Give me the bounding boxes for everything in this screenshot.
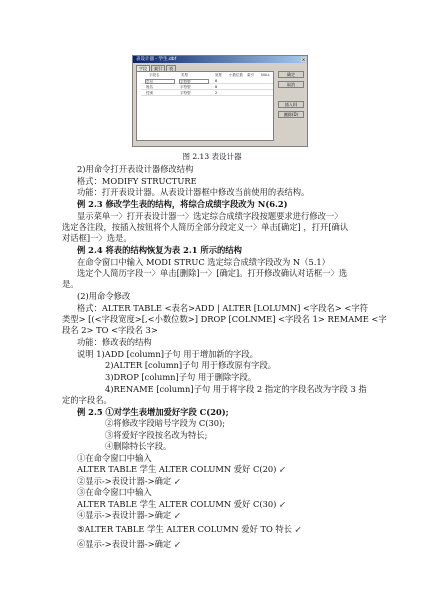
- delete-button: 删除(D): [278, 111, 304, 118]
- format-line: 段名 2> TO <字段名 3>: [62, 325, 158, 335]
- task-line: ②将修改字段暗号字段为 C(30);: [105, 418, 226, 428]
- paragraph-line: 选定个人简历字段一〉单击[删除]一〉[确定]。打开修改确认对话框一〉选: [77, 268, 348, 278]
- code-line: ALTER TABLE 学生 ALTER COLUMN 爱好 C(20) ↙: [77, 464, 286, 474]
- dialog-title: 表设计器 - 学生.dbf: [136, 57, 177, 62]
- paragraph-line: 在命令窗口中输入 MODI STRUC 选定综合成绩字段改为 N（5.1）: [77, 257, 330, 267]
- field-row: [141, 79, 273, 84]
- field-width: 8: [215, 85, 218, 89]
- format-line: 类型> [(<字段宽度>[,<小数位数>] DROP [COLNME] <字段名 1> REMAME <字: [62, 314, 387, 324]
- note-line: 2)ALTER [column]子句 用于修改原有字段。: [105, 360, 277, 370]
- note-line: 4)RENAME [column]子句 用于将字段 2 指定的字段名改为字段 3 指: [105, 384, 367, 394]
- paragraph-line: 显示菜单一〉打开表设计器一〉选定综合成绩字段按题要求进行修改一〉: [77, 211, 343, 221]
- subheading: (2)用命令修改: [77, 291, 131, 301]
- field-row: [141, 91, 273, 96]
- step-line: ②显示->表设计器->确定 ↙: [77, 476, 181, 486]
- function-line: 功能：修改表的结构: [77, 337, 152, 347]
- header-width: 宽度: [215, 73, 222, 77]
- paragraph-line: 选定各注段，按插入按钮将个人简历全部分段定义一〉单击[确定] ，打开[确认: [62, 222, 349, 232]
- header-type: 类型: [181, 73, 188, 77]
- format-line: 格式：ALTER TABLE <表名>ADD | ALTER [LOLUMN] <字段名> <字符: [77, 303, 368, 313]
- insert-button: 插入(I): [278, 101, 304, 108]
- step-line: ⑥显示->表设计器->确定 ↙: [77, 539, 181, 549]
- cancel-button: 取消: [278, 81, 304, 88]
- note-line: 定的字段名。: [62, 395, 112, 405]
- tab-indexes: 索引: [151, 65, 165, 71]
- field-width: 2: [215, 91, 218, 95]
- field-width: 8: [215, 79, 218, 83]
- field-type: 字符型: [180, 91, 191, 95]
- step-line: ①在命令窗口中输入: [77, 453, 152, 463]
- header-name: 字段名: [149, 73, 160, 77]
- note-line: 3)DROP [column]子句 用于删除字段。: [105, 372, 257, 382]
- function-line: 功能：打开表设计器。从表设计器框中修改当前使用的表结构。: [77, 187, 310, 197]
- header-null: NULL: [261, 73, 271, 77]
- step-line: ③在命令窗口中输入: [77, 487, 152, 497]
- task-line: ④删除特长字段。: [105, 441, 172, 451]
- task-line: ③将爱好字段按名改为特长;: [105, 430, 208, 440]
- example-heading: 例 2.3 修改学生表的结构，将综合成绩字段改为 N(6.2): [77, 199, 288, 209]
- step-line: ④显示->表设计器->确定 ↙: [77, 510, 181, 520]
- subheading: 2)用命令打开表设计器修改结构: [77, 164, 194, 174]
- header-index: 索引: [247, 73, 254, 77]
- code-line: ⑤ALTER TABLE 学生 ALTER COLUMN 爱好 TO 特长 ↙: [77, 524, 302, 534]
- tab-table: 表: [166, 65, 176, 71]
- note-line: 说明 1)ADD [column]子句 用于增加新的字段。: [77, 349, 258, 359]
- field-row: [141, 85, 273, 90]
- dialog-title-bar: [133, 56, 307, 63]
- code-line: ALTER TABLE 学生 ALTER COLUMN 爱好 C(30) ↙: [77, 499, 286, 509]
- figure-caption: 图 2.13 表设计器: [182, 152, 242, 161]
- paragraph-line: 对话框]一〉选是。: [62, 233, 132, 243]
- example-heading: 例 2.5 ①对学生表增加爱好字段 C(20);: [77, 407, 229, 417]
- close-icon: ×: [301, 57, 306, 62]
- header-decimals: 小数位数: [229, 73, 243, 77]
- example-heading: 例 2.4 将表的结构恢复为表 2.1 所示的结构: [77, 245, 242, 255]
- field-type: 字符型: [180, 85, 191, 89]
- field-name: 姓名: [146, 85, 153, 89]
- field-grid: [136, 71, 274, 141]
- table-designer-figure: [132, 55, 308, 147]
- field-name: 性别: [146, 91, 153, 95]
- field-name: 学号: [145, 79, 175, 84]
- tab-fields: 字段: [136, 65, 150, 71]
- format-line: 格式：MODIFY STRUCTURE: [77, 176, 197, 186]
- ok-button: 确定: [278, 71, 304, 78]
- field-type: 字符型: [179, 79, 209, 84]
- paragraph-line: 是。: [62, 279, 79, 289]
